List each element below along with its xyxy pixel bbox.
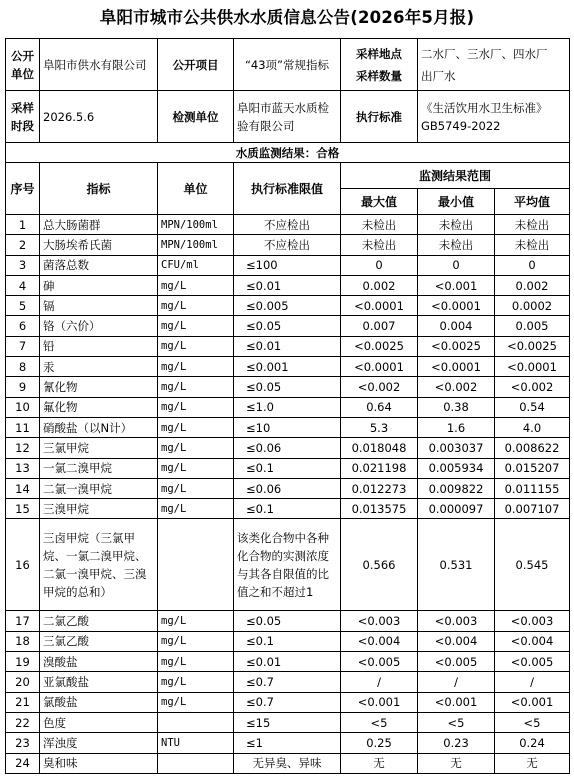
row-limit: 不应检出 bbox=[234, 235, 341, 255]
table-row bbox=[6, 672, 570, 692]
row-max: <0.0001 bbox=[341, 296, 418, 316]
row-max: 0.566 bbox=[341, 519, 418, 611]
row-min: 未检出 bbox=[418, 235, 495, 255]
standard-label: 执行标准 bbox=[341, 91, 418, 143]
row-avg: <0.0001 bbox=[495, 357, 570, 377]
standard-value: 《生活饮用水卫生标准》GB5749-2022 bbox=[418, 91, 570, 143]
header-min: 最小值 bbox=[418, 189, 495, 215]
row-avg: <5 bbox=[495, 712, 570, 732]
row-no: 7 bbox=[6, 336, 40, 356]
row-limit: ≤1.0 bbox=[234, 397, 341, 417]
row-min: <0.0001 bbox=[418, 296, 495, 316]
row-max: <0.0025 bbox=[341, 336, 418, 356]
row-no: 23 bbox=[6, 733, 40, 753]
row-no: 11 bbox=[6, 417, 40, 437]
time-label: 采样时段 bbox=[6, 91, 40, 143]
test-unit-label: 检测单位 bbox=[158, 91, 234, 143]
row-unit: mg/L bbox=[158, 458, 234, 478]
header-no: 序号 bbox=[6, 163, 40, 215]
row-max: <0.001 bbox=[341, 692, 418, 712]
sampling-count-label: 采样数量 bbox=[356, 68, 402, 83]
table-row bbox=[6, 377, 570, 397]
row-max: 未检出 bbox=[341, 215, 418, 235]
row-limit: ≤1 bbox=[234, 733, 341, 753]
row-avg: <0.0025 bbox=[495, 336, 570, 356]
row-indicator: 亚氯酸盐 bbox=[40, 672, 158, 692]
row-min: 0.38 bbox=[418, 397, 495, 417]
row-unit: mg/L bbox=[158, 275, 234, 295]
row-avg: 无 bbox=[495, 753, 570, 773]
row-unit: mg/L bbox=[158, 652, 234, 672]
sampling-place-value: 二水厂、三水厂、四水厂 bbox=[421, 46, 548, 61]
table-row bbox=[6, 519, 570, 611]
row-min: 无 bbox=[418, 753, 495, 773]
row-indicator: 砷 bbox=[40, 275, 158, 295]
row-avg: 0.007107 bbox=[495, 499, 570, 519]
table-row bbox=[6, 296, 570, 316]
row-indicator: 臭和味 bbox=[40, 753, 158, 773]
row-indicator: 三氯甲烷 bbox=[40, 438, 158, 458]
row-unit: mg/L bbox=[158, 316, 234, 336]
row-min: 0.005934 bbox=[418, 458, 495, 478]
row-unit: mg/L bbox=[158, 692, 234, 712]
row-min: <0.004 bbox=[418, 631, 495, 651]
row-no: 5 bbox=[6, 296, 40, 316]
row-no: 6 bbox=[6, 316, 40, 336]
row-unit: mg/L bbox=[158, 357, 234, 377]
row-avg: 0.0002 bbox=[495, 296, 570, 316]
row-min: <0.0001 bbox=[418, 357, 495, 377]
row-no: 18 bbox=[6, 631, 40, 651]
header-indicator: 指标 bbox=[40, 163, 158, 215]
row-indicator: 色度 bbox=[40, 712, 158, 732]
table-row bbox=[6, 336, 570, 356]
row-no: 17 bbox=[6, 611, 40, 631]
row-max: 0.007 bbox=[341, 316, 418, 336]
row-indicator: 浑浊度 bbox=[40, 733, 158, 753]
row-limit: ≤0.005 bbox=[234, 296, 341, 316]
row-max: 0.021198 bbox=[341, 458, 418, 478]
table-row bbox=[6, 499, 570, 519]
row-unit: mg/L bbox=[158, 397, 234, 417]
table-row bbox=[6, 712, 570, 732]
row-min: <0.0025 bbox=[418, 336, 495, 356]
row-limit: 该类化合物中各种化合物的实测浓度与其各自限值的比值之和不超过1 bbox=[234, 519, 341, 611]
row-limit: ≤0.1 bbox=[234, 499, 341, 519]
row-unit: mg/L bbox=[158, 478, 234, 498]
row-no: 20 bbox=[6, 672, 40, 692]
row-min: 1.6 bbox=[418, 417, 495, 437]
row-unit: mg/L bbox=[158, 417, 234, 437]
row-unit bbox=[158, 753, 234, 773]
row-no: 16 bbox=[6, 519, 40, 611]
table-row bbox=[6, 417, 570, 437]
row-indicator: 三溴甲烷 bbox=[40, 499, 158, 519]
row-avg: 0.005 bbox=[495, 316, 570, 336]
row-limit: ≤0.06 bbox=[234, 438, 341, 458]
row-min: <0.001 bbox=[418, 692, 495, 712]
row-indicator: 二氯一溴甲烷 bbox=[40, 478, 158, 498]
row-min: <0.003 bbox=[418, 611, 495, 631]
row-no: 14 bbox=[6, 478, 40, 498]
row-indicator: 氯酸盐 bbox=[40, 692, 158, 712]
row-max: <5 bbox=[341, 712, 418, 732]
row-limit: 不应检出 bbox=[234, 215, 341, 235]
row-indicator: 菌落总数 bbox=[40, 255, 158, 275]
row-no: 12 bbox=[6, 438, 40, 458]
row-min: / bbox=[418, 672, 495, 692]
row-max: 无 bbox=[341, 753, 418, 773]
row-limit: ≤0.05 bbox=[234, 316, 341, 336]
header-limit: 执行标准限值 bbox=[234, 163, 341, 215]
row-unit: CFU/ml bbox=[158, 255, 234, 275]
row-no: 8 bbox=[6, 357, 40, 377]
row-indicator: 大肠埃希氏菌 bbox=[40, 235, 158, 255]
row-no: 10 bbox=[6, 397, 40, 417]
row-max: 0.25 bbox=[341, 733, 418, 753]
row-max: 0 bbox=[341, 255, 418, 275]
row-indicator: 二氯乙酸 bbox=[40, 611, 158, 631]
row-limit: ≤0.01 bbox=[234, 652, 341, 672]
project-label: 公开项目 bbox=[158, 39, 234, 91]
table-row bbox=[6, 235, 570, 255]
table-row bbox=[6, 275, 570, 295]
row-max: 0.002 bbox=[341, 275, 418, 295]
row-max: / bbox=[341, 672, 418, 692]
row-indicator: 汞 bbox=[40, 357, 158, 377]
row-no: 4 bbox=[6, 275, 40, 295]
row-limit: ≤0.001 bbox=[234, 357, 341, 377]
row-indicator: 三氯乙酸 bbox=[40, 631, 158, 651]
row-min: 0.531 bbox=[418, 519, 495, 611]
row-indicator: 总大肠菌群 bbox=[40, 215, 158, 235]
row-unit: NTU bbox=[158, 733, 234, 753]
row-indicator: 镉 bbox=[40, 296, 158, 316]
row-avg: / bbox=[495, 672, 570, 692]
row-indicator: 硝酸盐（以N计） bbox=[40, 417, 158, 437]
table-row bbox=[6, 652, 570, 672]
row-max: <0.0001 bbox=[341, 357, 418, 377]
table-row bbox=[6, 215, 570, 235]
row-avg: 未检出 bbox=[495, 215, 570, 235]
row-limit: ≤10 bbox=[234, 417, 341, 437]
table-row bbox=[6, 397, 570, 417]
table-row bbox=[6, 438, 570, 458]
table-row bbox=[6, 255, 570, 275]
table-row bbox=[6, 458, 570, 478]
row-limit: ≤0.01 bbox=[234, 336, 341, 356]
row-indicator: 铅 bbox=[40, 336, 158, 356]
unit-value: 阜阳市供水有限公司 bbox=[40, 39, 158, 91]
row-avg: 0.008622 bbox=[495, 438, 570, 458]
row-max: <0.005 bbox=[341, 652, 418, 672]
row-min: 0 bbox=[418, 255, 495, 275]
row-avg: 4.0 bbox=[495, 417, 570, 437]
row-indicator: 氟化物 bbox=[40, 397, 158, 417]
row-avg: <0.003 bbox=[495, 611, 570, 631]
row-min: <0.001 bbox=[418, 275, 495, 295]
row-limit: ≤0.1 bbox=[234, 631, 341, 651]
row-min: <0.005 bbox=[418, 652, 495, 672]
row-avg: <0.001 bbox=[495, 692, 570, 712]
row-no: 13 bbox=[6, 458, 40, 478]
row-unit: mg/L bbox=[158, 631, 234, 651]
row-max: 0.013575 bbox=[341, 499, 418, 519]
row-limit: ≤0.7 bbox=[234, 692, 341, 712]
row-avg: 0.011155 bbox=[495, 478, 570, 498]
row-no: 21 bbox=[6, 692, 40, 712]
row-indicator: 氰化物 bbox=[40, 377, 158, 397]
unit-label: 公开单位 bbox=[6, 39, 40, 91]
row-limit: ≤100 bbox=[234, 255, 341, 275]
row-limit: ≤0.05 bbox=[234, 611, 341, 631]
row-min: 0.000097 bbox=[418, 499, 495, 519]
row-min: <0.002 bbox=[418, 377, 495, 397]
row-max: <0.003 bbox=[341, 611, 418, 631]
table-row bbox=[6, 733, 570, 753]
row-avg: 0 bbox=[495, 255, 570, 275]
row-limit: ≤0.7 bbox=[234, 672, 341, 692]
row-min: <5 bbox=[418, 712, 495, 732]
row-no: 1 bbox=[6, 215, 40, 235]
header-unit: 单位 bbox=[158, 163, 234, 215]
time-value: 2026.5.6 bbox=[40, 91, 158, 143]
row-max: <0.002 bbox=[341, 377, 418, 397]
row-unit bbox=[158, 712, 234, 732]
row-indicator: 一氯二溴甲烷 bbox=[40, 458, 158, 478]
row-min: 0.009822 bbox=[418, 478, 495, 498]
row-indicator: 铬（六价） bbox=[40, 316, 158, 336]
row-indicator: 溴酸盐 bbox=[40, 652, 158, 672]
header-max: 最大值 bbox=[341, 189, 418, 215]
table-row bbox=[6, 611, 570, 631]
row-no: 2 bbox=[6, 235, 40, 255]
row-unit: mg/L bbox=[158, 336, 234, 356]
table-row bbox=[6, 478, 570, 498]
row-unit: mg/L bbox=[158, 296, 234, 316]
row-unit: mg/L bbox=[158, 672, 234, 692]
row-max: 0.018048 bbox=[341, 438, 418, 458]
row-no: 19 bbox=[6, 652, 40, 672]
project-value: “43项”常规指标 bbox=[234, 39, 341, 91]
row-max: <0.004 bbox=[341, 631, 418, 651]
row-avg: 0.002 bbox=[495, 275, 570, 295]
row-avg: 0.24 bbox=[495, 733, 570, 753]
row-avg: 0.545 bbox=[495, 519, 570, 611]
page-title: 阜阳市城市公共供水水质信息公告(2026年5月报) bbox=[99, 8, 475, 27]
row-no: 24 bbox=[6, 753, 40, 773]
result-label: 水质监测结果：合格 bbox=[6, 143, 570, 163]
water-quality-table bbox=[5, 38, 570, 774]
table-row bbox=[6, 753, 570, 773]
row-unit: mg/L bbox=[158, 438, 234, 458]
table-row bbox=[6, 316, 570, 336]
table-row bbox=[6, 357, 570, 377]
row-avg: 0.54 bbox=[495, 397, 570, 417]
row-limit: ≤0.01 bbox=[234, 275, 341, 295]
test-unit-value: 阜阳市蓝天水质检验有限公司 bbox=[234, 91, 341, 143]
row-max: 0.64 bbox=[341, 397, 418, 417]
row-no: 9 bbox=[6, 377, 40, 397]
row-no: 3 bbox=[6, 255, 40, 275]
row-limit: 无异臭、异味 bbox=[234, 753, 341, 773]
row-limit: ≤0.06 bbox=[234, 478, 341, 498]
table-row bbox=[6, 692, 570, 712]
row-max: 5.3 bbox=[341, 417, 418, 437]
header-range: 监测结果范围 bbox=[341, 163, 570, 189]
row-unit: mg/L bbox=[158, 377, 234, 397]
row-unit: MPN/100ml bbox=[158, 215, 234, 235]
row-min: 0.23 bbox=[418, 733, 495, 753]
row-limit: ≤0.05 bbox=[234, 377, 341, 397]
row-indicator: 三卤甲烷（三氯甲烷、一氯二溴甲烷、二氯一溴甲烷、三溴甲烷的总和） bbox=[40, 519, 158, 611]
row-avg: <0.005 bbox=[495, 652, 570, 672]
row-unit: mg/L bbox=[158, 499, 234, 519]
row-min: 0.004 bbox=[418, 316, 495, 336]
table-row bbox=[6, 631, 570, 651]
row-avg: 未检出 bbox=[495, 235, 570, 255]
row-unit bbox=[158, 519, 234, 611]
row-no: 22 bbox=[6, 712, 40, 732]
sampling-place-value-2: 出厂水 bbox=[421, 68, 456, 83]
row-no: 15 bbox=[6, 499, 40, 519]
row-avg: 0.015207 bbox=[495, 458, 570, 478]
row-max: 未检出 bbox=[341, 235, 418, 255]
row-limit: ≤0.1 bbox=[234, 458, 341, 478]
row-min: 0.003037 bbox=[418, 438, 495, 458]
header-avg: 平均值 bbox=[495, 189, 570, 215]
row-unit: MPN/100ml bbox=[158, 235, 234, 255]
row-limit: ≤15 bbox=[234, 712, 341, 732]
row-min: 未检出 bbox=[418, 215, 495, 235]
row-unit: mg/L bbox=[158, 611, 234, 631]
sampling-place-label: 采样地点 bbox=[356, 46, 402, 61]
row-max: 0.012273 bbox=[341, 478, 418, 498]
row-avg: <0.002 bbox=[495, 377, 570, 397]
row-avg: <0.004 bbox=[495, 631, 570, 651]
